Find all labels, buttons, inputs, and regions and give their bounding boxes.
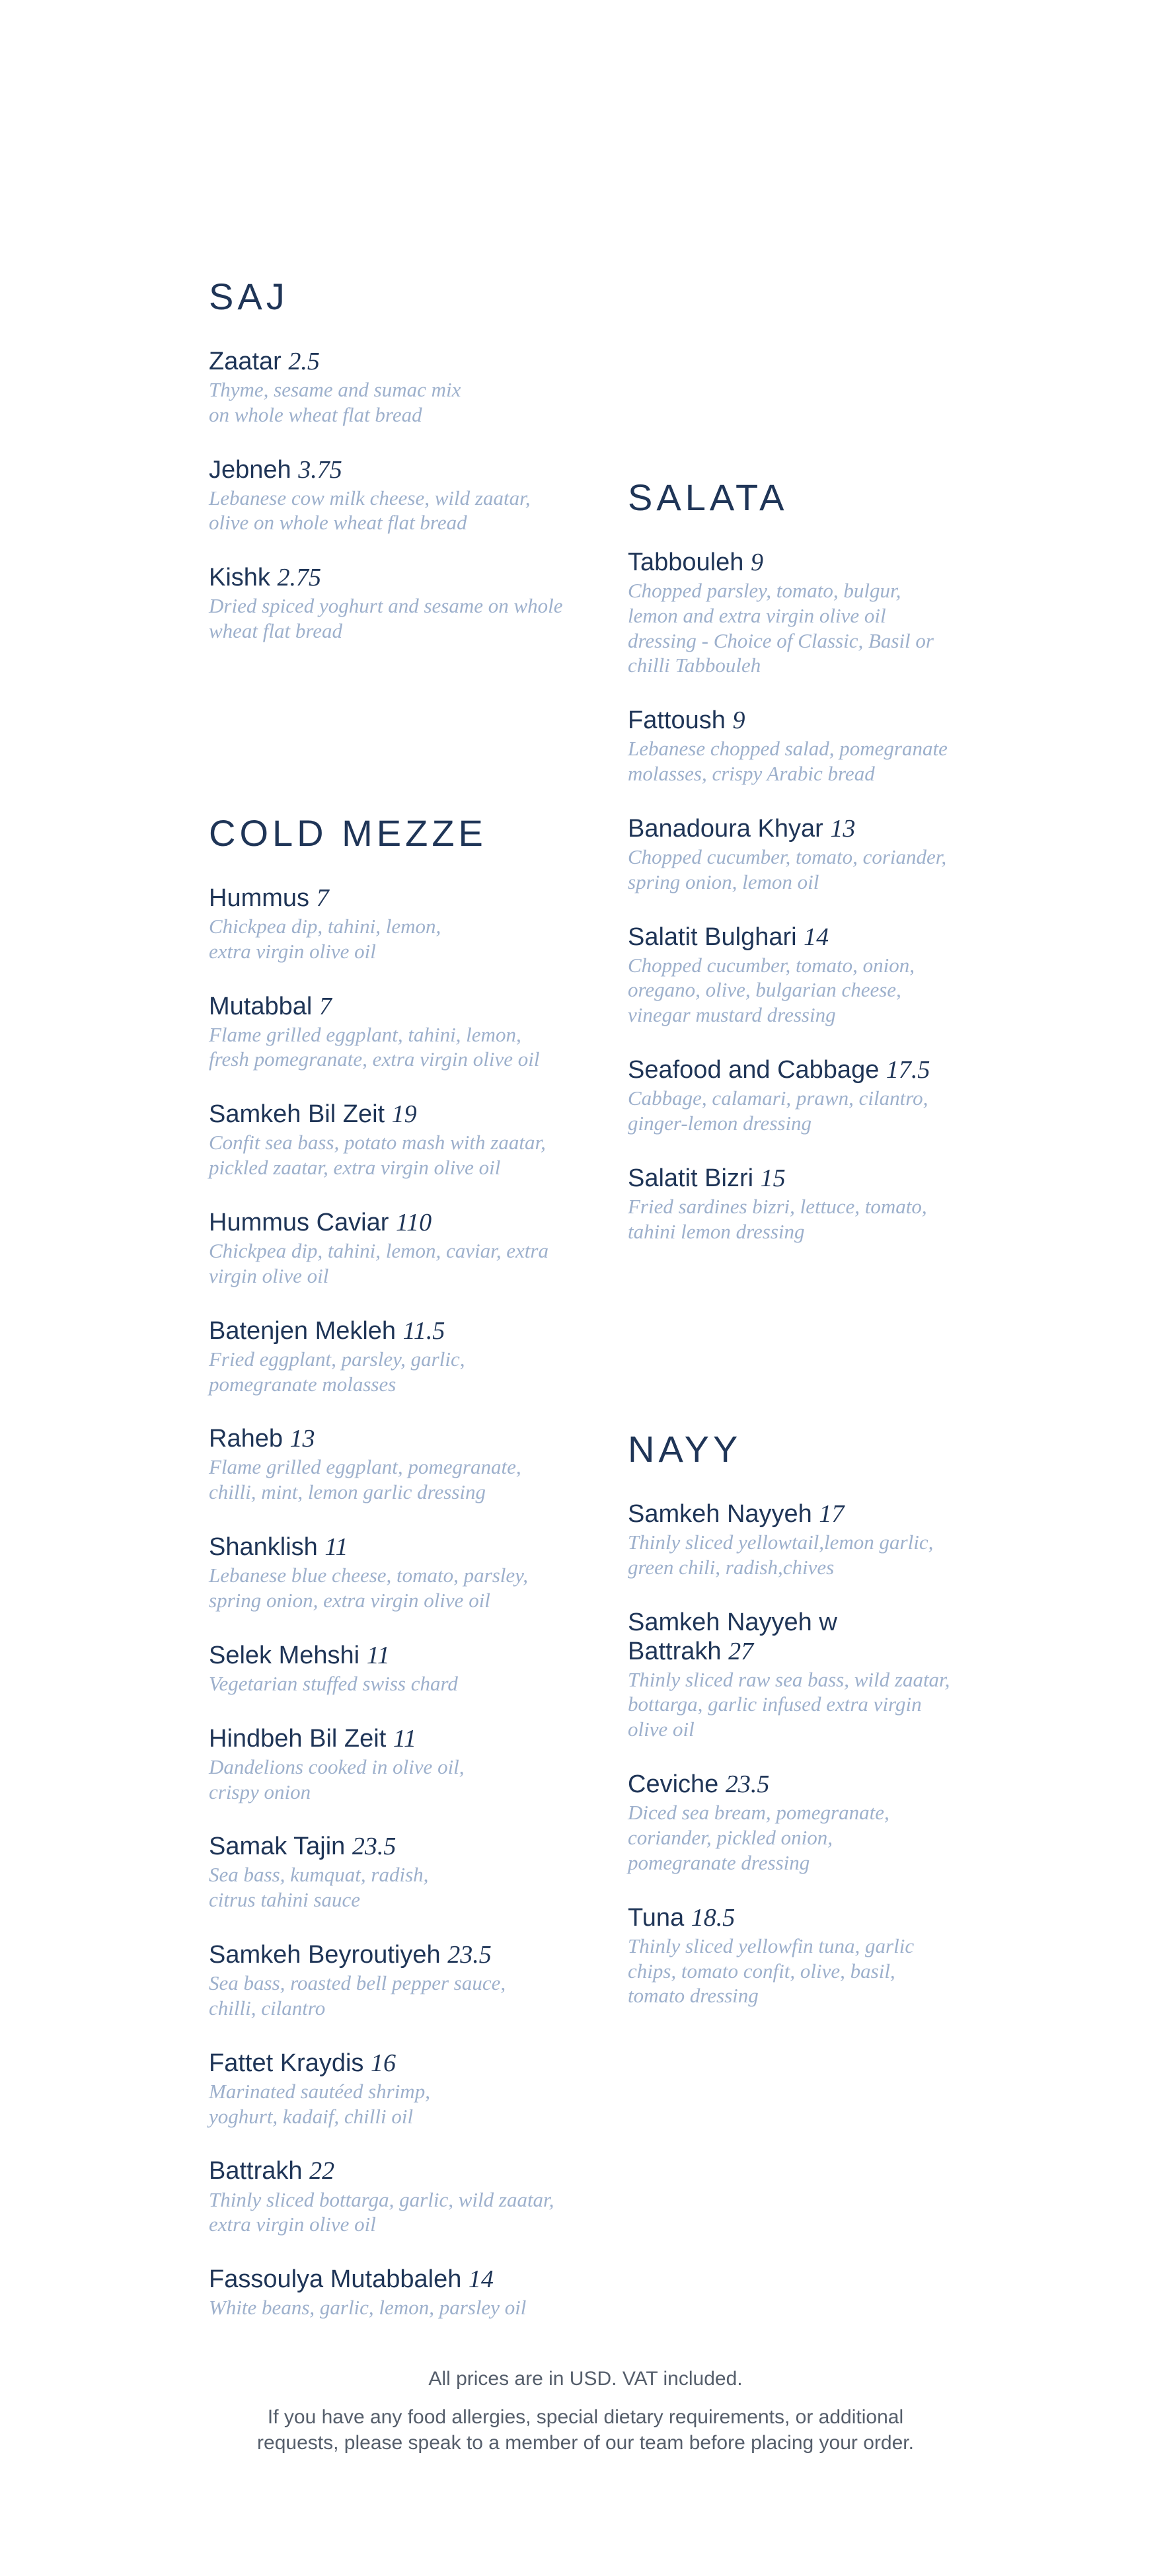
menu-item (628, 1903, 998, 2009)
menu-item-price: 7 (319, 992, 332, 1020)
menu-item-name: Battrakh (628, 1637, 722, 1665)
section-cold-mezze (209, 814, 579, 2348)
menu-item-description-line: Chickpea dip, tahini, lemon, caviar, extra (209, 1238, 548, 1262)
menu-item-description (209, 914, 579, 964)
menu-item-name: Hummus Caviar (209, 1208, 389, 1236)
menu-item-name: Samkeh Nayyeh (628, 1499, 812, 1528)
menu-item-name: Banadoura Khyar (628, 814, 823, 843)
menu-item-price: 23.5 (725, 1770, 770, 1799)
menu-item-price: 17 (819, 1499, 845, 1528)
menu-item-description-line: Chopped cucumber, tomato, coriander, (628, 845, 947, 868)
menu-item-description-line: Diced sea bream, pomegranate, (628, 1801, 889, 1825)
menu-item-price: 18.5 (691, 1903, 736, 1932)
menu-item-description (209, 1130, 579, 1180)
menu-item-header (209, 2156, 579, 2185)
menu-item-description-line: olive on whole wheat flat bread (209, 511, 467, 535)
menu-item-price: 22 (309, 2157, 335, 2185)
menu-item (209, 2156, 579, 2237)
menu-item-description-line: Chopped cucumber, tomato, onion, (628, 953, 915, 977)
menu-item (209, 1832, 579, 1913)
menu-item (628, 1164, 998, 1244)
menu-item (209, 1424, 579, 1505)
menu-item-price: 13 (830, 814, 856, 843)
menu-item-description-line: oregano, olive, bulgarian cheese, (628, 978, 901, 1002)
menu-item-header (209, 1832, 579, 1861)
menu-item-name: Salatit Bulghari (628, 923, 797, 951)
menu-item-description-line: molasses, crispy Arabic bread (628, 762, 875, 786)
menu-item-description-line: virgin olive oil (209, 1264, 329, 1287)
menu-item-description-line: spring onion, lemon oil (628, 870, 819, 893)
menu-item-description-line: chilli, cilantro (209, 1996, 326, 2020)
menu-item-description (209, 1563, 579, 1613)
footer-allergy-line: If you have any food allergies, special dietary requirements, or additional (267, 2406, 904, 2428)
menu-item (628, 1499, 998, 1580)
menu-item-description (628, 1530, 998, 1580)
menu-item-description-line: Lebanese chopped salad, pomegranate (628, 737, 948, 761)
menu-item-header (628, 814, 998, 843)
menu-item-description-line: Thinly sliced raw sea bass, wild zaatar, (628, 1667, 950, 1691)
section-saj (209, 278, 579, 671)
menu-item-description (209, 1671, 579, 1696)
menu-item-header (209, 1100, 579, 1129)
menu-item-description-line: green chili, radish,chives (628, 1555, 835, 1579)
menu-item-description (209, 1238, 579, 1289)
menu-item-price: 17.5 (886, 1056, 930, 1084)
menu-item-description-line: Lebanese blue cheese, tomato, parsley, (209, 1564, 528, 1587)
menu-item-price: 23.5 (352, 1833, 397, 1861)
menu-item-description-line: fresh pomegranate, extra virgin olive oil (209, 1047, 540, 1071)
menu-item-description-line: Dandelions cooked in olive oil, (209, 1755, 465, 1778)
menu-item-description-line: spring onion, extra virgin olive oil (209, 1588, 490, 1612)
menu-item-name: Samkeh Bil Zeit (209, 1100, 385, 1129)
menu-item-header (209, 1208, 579, 1237)
menu-item-description (628, 1667, 998, 1742)
menu-item-price: 11 (393, 1724, 416, 1753)
menu-item-price: 9 (732, 706, 745, 735)
menu-item-description (628, 845, 998, 895)
menu-item-description (628, 1086, 998, 1136)
menu-item-price: 2.5 (288, 347, 320, 375)
menu-item-description-line: lemon and extra virgin olive oil (628, 603, 886, 627)
menu-item-description-line: Fried sardines bizri, lettuce, tomato, (628, 1194, 927, 1218)
menu-item-description-line: Dried spiced yoghurt and sesame on whole (209, 594, 563, 618)
menu-item-header (209, 1940, 579, 1969)
menu-item-description (209, 1022, 579, 1073)
menu-item-name: Zaatar (209, 347, 282, 375)
menu-item-description (209, 377, 579, 428)
menu-item-description-line: chilli, mint, lemon garlic dressing (209, 1480, 486, 1504)
menu-list-saj (209, 347, 579, 644)
menu-item (209, 2265, 579, 2320)
menu-item (209, 563, 579, 644)
menu-item-price: 11 (324, 1533, 348, 1562)
menu-item-name: Fassoulya Mutabbaleh (209, 2265, 462, 2294)
menu-item-name: Raheb (209, 1425, 283, 1453)
menu-item-header (209, 1424, 579, 1453)
menu-item-description (209, 2187, 579, 2238)
menu-item-description-line: pomegranate dressing (628, 1850, 810, 1874)
menu-item-description-line: Lebanese cow milk cheese, wild zaatar, (209, 486, 531, 510)
menu-item-header (628, 1499, 998, 1529)
menu-item-description-line: Fried eggplant, parsley, garlic, (209, 1347, 465, 1371)
menu-item-name: Samak Tajin (209, 1833, 346, 1861)
menu-item (628, 1608, 998, 1743)
menu-item-description-line: pomegranate molasses (209, 1372, 397, 1396)
menu-item-name: Jebneh (209, 455, 291, 484)
menu-item-name: Fattet Kraydis (209, 2049, 364, 2077)
menu-item-price: 11 (366, 1641, 390, 1669)
menu-item-description-line: Thyme, sesame and sumac mix (209, 377, 461, 401)
menu-item-header (209, 2049, 579, 2078)
menu-item-name: Tabbouleh (628, 548, 744, 576)
menu-item-header (209, 347, 579, 376)
menu-item (628, 706, 998, 786)
menu-item-description-line: bottarga, garlic infused extra virgin (628, 1692, 922, 1716)
menu-item-description-line: dressing - Choice of Classic, Basil or (628, 628, 934, 652)
menu-item-description-line: pickled zaatar, extra virgin olive oil (209, 1156, 501, 1180)
menu-item-description-line: Chickpea dip, tahini, lemon, (209, 914, 441, 938)
menu-item-name: Selek Mehshi (209, 1641, 360, 1669)
menu-item (209, 1533, 579, 1613)
menu-item-description-line: Thinly sliced yellowtail,lemon garlic, (628, 1530, 934, 1554)
menu-item-description (209, 2295, 579, 2320)
menu-item-description-line: Flame grilled eggplant, pomegranate, (209, 1455, 521, 1479)
menu-item-description-line: wheat flat bread (209, 619, 343, 643)
menu-item (628, 923, 998, 1028)
menu-item-price: 110 (395, 1208, 432, 1236)
menu-item-name: Hummus (209, 884, 310, 912)
menu-item-description-line: extra virgin olive oil (209, 2213, 376, 2236)
menu-item-description-line: Confit sea bass, potato mash with zaatar, (209, 1131, 546, 1155)
menu-item-header (628, 1164, 998, 1193)
section-title-nayy: NAYY (628, 1428, 742, 1470)
menu-item-header (209, 1533, 579, 1562)
menu-item-name: Mutabbal (209, 992, 313, 1020)
menu-item-header (209, 1724, 579, 1753)
menu-item-name: Fattoush (628, 706, 726, 735)
menu-item (628, 1055, 998, 1136)
section-nayy (628, 1430, 998, 2036)
footer-allergy-line: requests, please speak to a member of our team before placing your order. (257, 2432, 914, 2454)
menu-item-header (209, 2265, 579, 2294)
menu-item-price: 27 (728, 1637, 754, 1665)
menu-item-name: Salatit Bizri (628, 1164, 754, 1192)
menu-item-header (209, 455, 579, 484)
menu-item-description (628, 736, 998, 786)
menu-item-description-line: Marinated sautéed shrimp, (209, 2079, 430, 2103)
menu-item-description (628, 1194, 998, 1244)
menu-item-name: Tuna (628, 1903, 685, 1932)
menu-item-description-line: coriander, pickled onion, (628, 1825, 833, 1849)
menu-item-header (628, 923, 998, 952)
menu-item-description (209, 1862, 579, 1913)
menu-item-name: Samkeh Nayyeh w (628, 1608, 837, 1636)
menu-item-description-line: Sea bass, roasted bell pepper sauce, (209, 1971, 506, 1995)
menu-item-name: Samkeh Beyroutiyeh (209, 1941, 441, 1969)
menu-item-header (628, 706, 998, 735)
menu-item-description-line: chilli Tabbouleh (628, 654, 761, 677)
menu-item-header (209, 1316, 579, 1345)
footer-allergy-note (0, 2404, 1171, 2456)
menu-item-description-line: on whole wheat flat bread (209, 402, 422, 426)
menu-item-description-line: Cabbage, calamari, prawn, cilantro, (628, 1086, 928, 1110)
menu-item-price: 9 (750, 548, 763, 576)
menu-item-description-line: olive oil (628, 1718, 695, 1741)
menu-item-description (628, 578, 998, 678)
menu-item-price: 23.5 (447, 1941, 492, 1969)
menu-item-price: 14 (804, 923, 829, 951)
menu-item-name: Ceviche (628, 1770, 719, 1799)
menu-item-price: 7 (316, 884, 329, 912)
menu-item-description-line: White beans, garlic, lemon, parsley oil (209, 2296, 527, 2320)
menu-item (209, 347, 579, 428)
menu-item (209, 1724, 579, 1805)
menu-item-description-line: Thinly sliced yellowfin tuna, garlic (628, 1934, 915, 1957)
menu-item-description (209, 1347, 579, 1397)
menu-item-price: 15 (760, 1164, 786, 1192)
menu-item-name: Batenjen Mekleh (209, 1316, 397, 1345)
menu-item-description (209, 593, 579, 644)
menu-item-header (628, 1055, 998, 1084)
menu-item-price: 3.75 (298, 455, 342, 484)
menu-item-header (209, 1641, 579, 1670)
menu-item (209, 1316, 579, 1397)
menu-item-name: Hindbeh Bil Zeit (209, 1724, 387, 1753)
section-title-saj: SAJ (209, 276, 289, 317)
menu-item (209, 2049, 579, 2129)
menu-list-nayy (628, 1499, 998, 2008)
menu-item-price: 13 (289, 1425, 315, 1453)
menu-item-description-line: tomato dressing (628, 1984, 759, 2008)
footer-prices-note: All prices are in USD. VAT included. (428, 2368, 743, 2390)
menu-item-description-line: ginger-lemon dressing (628, 1111, 812, 1135)
section-title-salata: SALATA (628, 476, 788, 518)
menu-item-price: 14 (468, 2265, 494, 2294)
menu-item (209, 1940, 579, 2021)
menu-item (628, 814, 998, 895)
menu-item-description-line: extra virgin olive oil (209, 939, 376, 963)
menu-item-name: Kishk (209, 564, 270, 592)
menu-item-description-line: Chopped parsley, tomato, bulgur, (628, 578, 901, 602)
menu-item-header (628, 1903, 998, 1932)
menu-item-description-line: Thinly sliced bottarga, garlic, wild zaatar, (209, 2187, 554, 2211)
menu-item-header (628, 548, 998, 577)
menu-item-description-line: vinegar mustard dressing (628, 1003, 836, 1027)
section-title-cold-mezze: COLD MEZZE (209, 812, 487, 854)
menu-item-description-line: crispy onion (209, 1780, 311, 1803)
menu-item-price: 16 (370, 2049, 396, 2077)
menu-item-description (628, 1800, 998, 1875)
menu-list-cold-mezze (209, 884, 579, 2320)
menu-item-description (628, 953, 998, 1028)
menu-item-header (628, 1770, 998, 1799)
menu-item (209, 1100, 579, 1180)
menu-item (628, 1770, 998, 1875)
menu-item-price: 11.5 (402, 1316, 445, 1345)
menu-item-header (209, 563, 579, 592)
menu-item-description (209, 1755, 579, 1805)
menu-item-description (209, 486, 579, 536)
menu-item (628, 548, 998, 678)
menu-item-name: Seafood and Cabbage (628, 1056, 880, 1084)
menu-item-header (209, 884, 579, 913)
menu-item-header (628, 1608, 998, 1666)
menu-item-description-line: yoghurt, kadaif, chilli oil (209, 2104, 414, 2128)
section-salata (628, 478, 998, 1271)
menu-item-description-line: citrus tahini sauce (209, 1888, 361, 1912)
menu-item-description-line: chips, tomato confit, olive, basil, (628, 1959, 895, 1983)
menu-item (209, 1208, 579, 1289)
menu-item-price: 19 (391, 1100, 417, 1129)
menu-item-name: Shanklish (209, 1533, 318, 1562)
menu-item-description-line: Sea bass, kumquat, radish, (209, 1863, 429, 1887)
menu-list-salata (628, 548, 998, 1244)
menu-item-description-line: Vegetarian stuffed swiss chard (209, 1671, 458, 1695)
menu-item (209, 992, 579, 1073)
menu-item-description (209, 1971, 579, 2021)
menu-item-description-line: tahini lemon dressing (628, 1219, 805, 1243)
menu-item (209, 884, 579, 964)
menu-item (209, 455, 579, 536)
menu-item-description-line: Flame grilled eggplant, tahini, lemon, (209, 1022, 521, 1046)
menu-item-description (209, 2079, 579, 2129)
menu-item-description (628, 1934, 998, 2008)
menu-item-price: 2.75 (277, 564, 321, 592)
menu-item-name: Battrakh (209, 2157, 303, 2185)
menu-item-description (209, 1455, 579, 1505)
menu-item (209, 1641, 579, 1696)
menu-item-header (209, 992, 579, 1021)
